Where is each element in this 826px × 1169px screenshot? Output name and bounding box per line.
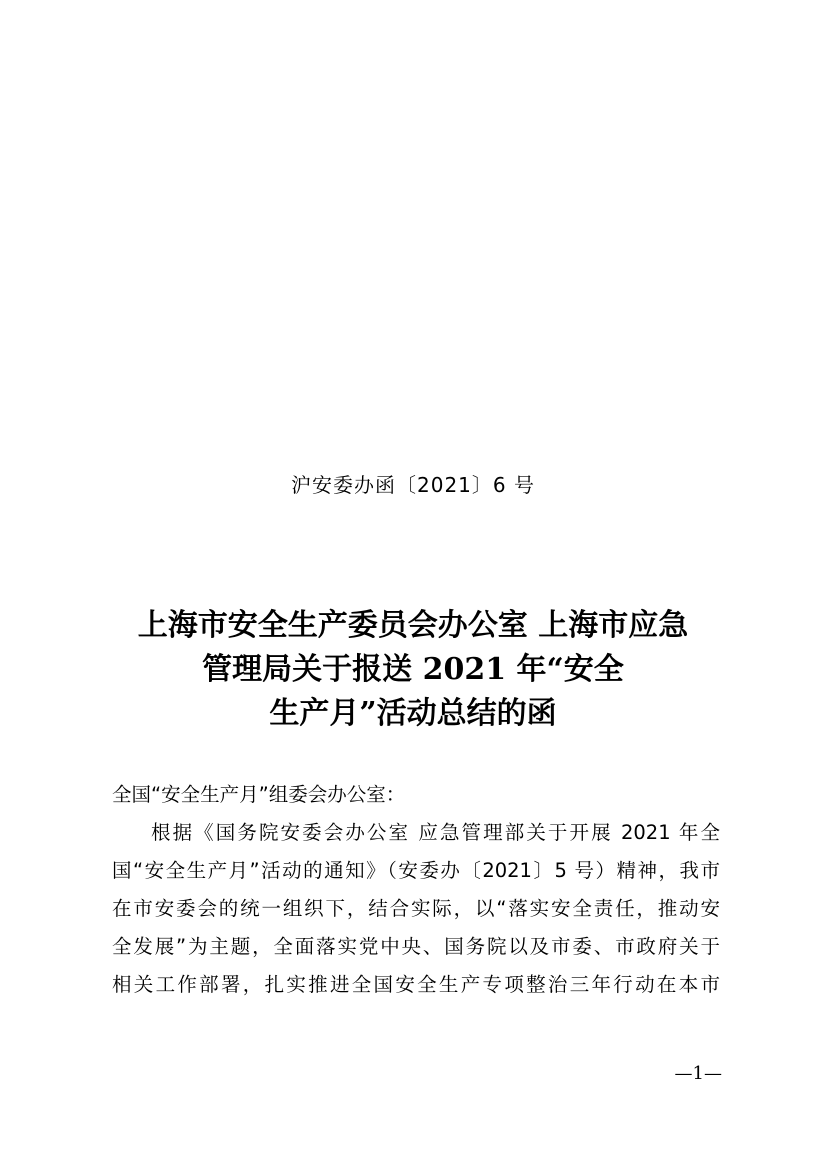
document-body xyxy=(112,780,720,1008)
paragraph-line-3: 在市安委会的统一组织下，结合实际，以“落实安全责任，推动安 xyxy=(112,897,720,920)
paragraph-line-4: 全发展”为主题，全面落实党中央、国务院以及市委、市政府关于 xyxy=(112,935,720,958)
title-line-2: 管理局关于报送 2021 年“安全 xyxy=(202,652,624,687)
paragraph-line-5: 相关工作部署，扎实推进全国安全生产专项整治三年行动在本市 xyxy=(112,973,720,996)
title-line-1: 上海市安全生产委员会办公室 上海市应急 xyxy=(137,608,689,643)
salutation: 全国“安全生产月”组委会办公室： xyxy=(112,783,406,806)
paragraph-line-1: 根据《国务院安委会办公室 应急管理部关于开展 2021 年全 xyxy=(151,821,720,844)
document-title xyxy=(120,604,706,736)
document-number: 沪安委办函〔2021〕6 号 xyxy=(291,473,535,497)
page-number: —1— xyxy=(674,1063,722,1084)
body-paragraph xyxy=(112,818,720,1000)
paragraph-line-2: 国“安全生产月”活动的通知》（安委办〔2021〕5 号）精神，我市 xyxy=(112,859,720,882)
title-line-3: 生产月”活动总结的函 xyxy=(269,696,557,731)
